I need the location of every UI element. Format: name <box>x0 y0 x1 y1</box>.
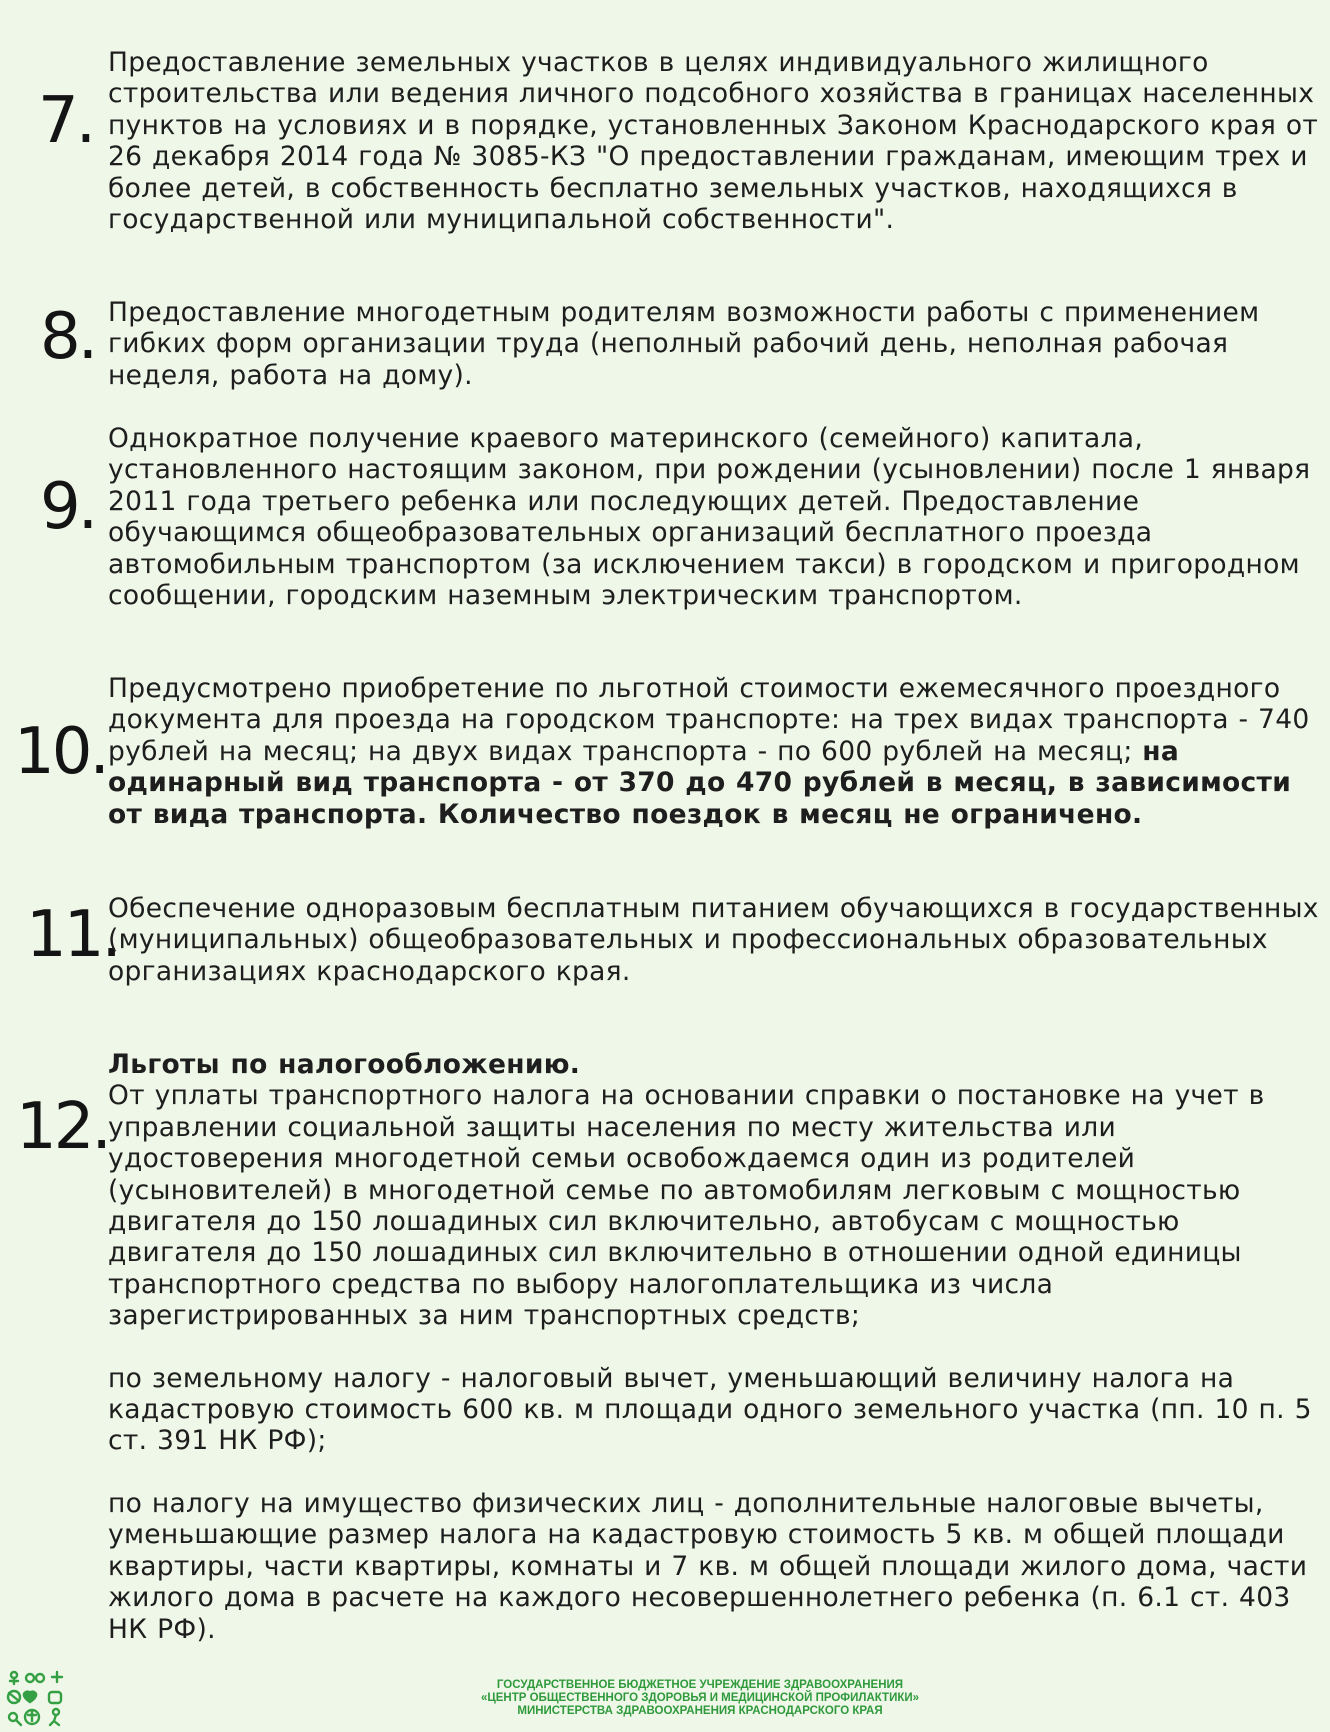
item-text <box>108 673 1322 830</box>
item-paragraph: по земельному налогу - налоговый вычет, уменьшающий величину налога на кадастровую стоимость 600 кв. м площади одного земельного участка (пп. 10 п. 5 ст. 391 НК РФ); <box>108 1362 1312 1457</box>
item-text <box>108 893 1322 987</box>
item-number: 10. <box>14 715 107 789</box>
item-paragraph: Предоставление земельных участков в целях индивидуального жилищного строительства или ведения личного подсобного хозяйства в границах населенных пунктов на условиях и в порядке, установленных Законом Краснодарского края от 26 декабря 2014 года № 3085-КЗ "О предоставлении гражданам, имеющим трех и более детей, в собственность бесплатно земельных участков, находящихся в государственной или муниципальной собственности". <box>108 47 1319 236</box>
heart-icon <box>24 1692 36 1702</box>
footer-line-3: МИНИСТЕРСТВА ЗДРАВООХРАНЕНИЯ КРАСНОДАРСКОГО КРАЯ <box>517 1705 883 1717</box>
bicycle-icon <box>26 1674 34 1682</box>
footer-line-2: «ЦЕНТР ОБЩЕСТВЕННОГО ЗДОРОВЬЯ И МЕДИЦИНСКОЙ ПРОФИЛАКТИКИ» <box>480 1692 920 1704</box>
health-center-logo <box>4 1667 68 1729</box>
item-paragraph: Однократное получение краевого материнского (семейного) капитала, установленного настоящим законом, при рождении (усыновлении) после 1 января 2011 года третьего ребенка или последующих детей. Предоставление обучающимся общеобразовательных организаций бесплатного проезда автомобильным транспортом (за исключением такси) в городском и пригородном сообщении, городским наземным электрическим транспортом. <box>108 423 1311 612</box>
item-number: 8. <box>40 300 96 374</box>
cross-icon <box>28 1711 36 1721</box>
item-paragraph: по налогу на имущество физических лиц - дополнительные налоговые вычеты, уменьшающие размер налога на кадастровую стоимость 5 кв. м общей площади квартиры, части квартиры, комнаты и 7 кв. м общей площади жилого дома, части жилого дома в расчете на каждого несовершеннолетнего ребенка (п. 6.1 ст. 403 НК РФ). <box>108 1487 1308 1645</box>
item-paragraph: От уплаты транспортного налога на основании справки о постановке на учет в управлении социальной защиты населения по месту жительства или удостоверения многодетной семьи освобождаемся один из родителей (усыновителей) в многодетной семье по автомобилям легковым с мощностью двигателя до 150 лошадиных сил включительно, автобусам с мощностью двигателя до 150 лошадиных сил включительно в отношении одной единицы транспортного средства по выбору налогоплательщика из числа зарегистрированных за ним транспортных средств; <box>108 1080 1265 1332</box>
item-number: 9. <box>40 470 96 544</box>
item-text-bold: на одинарный вид транспорта - от 370 до 470 рублей в месяц, в зависимости от вида транспорта. Количество поездок в месяц не ограничено. <box>108 735 1292 830</box>
item-number: 12. <box>16 1090 109 1164</box>
person-body <box>10 1678 18 1684</box>
item-text-regular: Предусмотрено приобретение по льготной стоимости ежемесячного проездного документа для проезда на городском транспорте: на трех видах транспорта - 740 рублей на месяц; на двух видах транспорта - по 600 рублей на месяц; <box>108 673 1310 767</box>
item-text <box>108 297 1322 391</box>
footer-line-1: ГОСУДАРСТВЕННОЕ БЮДЖЕТНОЕ УЧРЕЖДЕНИЕ ЗДРАВООХРАНЕНИЯ <box>496 1679 904 1691</box>
apple-icon <box>49 1692 61 1703</box>
item-text <box>108 1049 1322 1645</box>
item-paragraph <box>108 673 1322 830</box>
item-heading: Льготы по налогообложению. <box>108 1049 581 1080</box>
item-text <box>108 47 1322 235</box>
footer-institution-name <box>380 1679 1020 1718</box>
footer <box>0 1665 1330 1732</box>
item-paragraph: Обеспечение одноразовым бесплатным питанием обучающихся в государственных (муниципальных) общеобразовательных и профессиональных образовательных организациях краснодарского края. <box>108 893 1319 987</box>
item-text <box>108 423 1322 611</box>
item-paragraph: Предоставление многодетным родителям возможности работы с применением гибких форм организации труда (неполный рабочий день, неполная рабочая неделя, работа на дому). <box>108 297 1260 391</box>
item-number: 7. <box>38 84 94 158</box>
plus-icon <box>52 1672 62 1682</box>
item-number: 11. <box>26 898 119 972</box>
